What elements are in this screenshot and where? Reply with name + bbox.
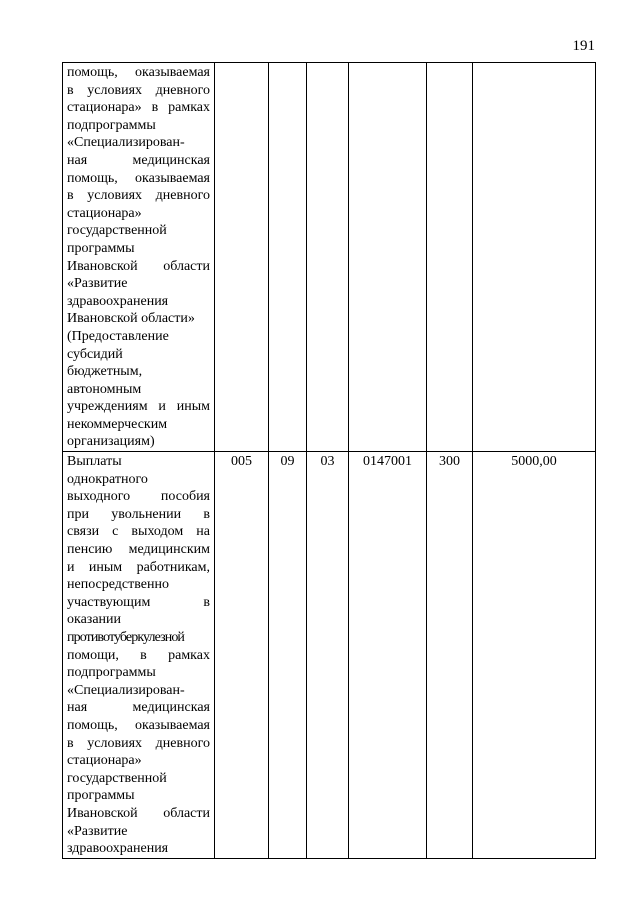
row-description	[63, 63, 215, 452]
description-line: ная медицинская	[67, 700, 210, 716]
description-line: помощи, в рамках	[67, 647, 210, 663]
description-line: участвующим в	[67, 594, 210, 610]
ministry-code	[215, 63, 269, 452]
description-line: «Специализирован-	[67, 135, 185, 151]
description-line: однократного	[67, 471, 148, 487]
subsection-code: 03	[307, 452, 349, 859]
description-line: в условиях дневного	[67, 188, 210, 204]
description-line: «Специализирован-	[67, 682, 185, 698]
description-line: помощь, оказываемая	[67, 65, 210, 80]
description-line: стационара»	[67, 753, 142, 769]
description-line: Ивановской области	[67, 805, 210, 821]
description-line: в условиях дневного	[67, 82, 210, 98]
description-line: «Развитие	[67, 276, 128, 292]
description-line: противотуберкулезной	[67, 630, 185, 645]
description-line: непосредственно	[67, 577, 169, 593]
table-row	[63, 452, 596, 859]
description-line: Ивановской области	[67, 258, 210, 274]
expense-type-code	[427, 63, 473, 452]
description-line: здравоохранения	[67, 293, 169, 309]
page-number: 191	[572, 38, 595, 54]
description-line: автономным	[67, 381, 142, 397]
description-line: Ивановской области»	[67, 311, 195, 327]
table-row	[63, 63, 596, 452]
description-line: программы	[67, 788, 135, 804]
expense-type-code: 300	[427, 452, 473, 859]
description-line: помощь, оказываемая	[67, 170, 210, 186]
description-line: пенсию медицинским	[67, 542, 210, 558]
section-code	[269, 63, 307, 452]
description-line: бюджетным,	[67, 364, 143, 380]
subsection-code	[307, 63, 349, 452]
description-line: «Развитие	[67, 823, 128, 839]
ministry-code: 005	[215, 452, 269, 859]
description-line: при увольнении в	[67, 506, 210, 522]
row-description	[63, 452, 215, 859]
description-line: оказании	[67, 612, 122, 628]
description-line: учреждениям и иным	[67, 399, 210, 415]
description-line: программы	[67, 240, 135, 256]
description-line: Выплаты	[67, 454, 122, 470]
description-line: стационара»	[67, 205, 142, 221]
description-line: (Предоставление	[67, 328, 169, 344]
description-line: в условиях дневного	[67, 735, 210, 751]
target-article-code	[349, 63, 427, 452]
description-line: подпрограммы	[67, 665, 156, 681]
description-line: некоммерческим	[67, 416, 168, 432]
target-article-code: 0147001	[349, 452, 427, 859]
description-line: подпрограммы	[67, 117, 156, 133]
description-line: государственной	[67, 223, 167, 239]
amount: 5000,00	[473, 452, 596, 859]
description-line: и иным работникам,	[67, 559, 210, 575]
description-line: связи с выходом на	[67, 524, 210, 540]
description-line: стационара» в рамках	[67, 100, 210, 116]
description-line: помощь, оказываемая	[67, 717, 210, 733]
description-line: организациям)	[67, 434, 155, 450]
description-line: государственной	[67, 770, 167, 786]
description-line: выходного пособия	[67, 489, 210, 505]
budget-table	[62, 62, 596, 859]
description-line: здравоохранения	[67, 841, 169, 857]
section-code: 09	[269, 452, 307, 859]
description-line: ная медицинская	[67, 152, 210, 168]
description-line: субсидий	[67, 346, 123, 362]
amount	[473, 63, 596, 452]
